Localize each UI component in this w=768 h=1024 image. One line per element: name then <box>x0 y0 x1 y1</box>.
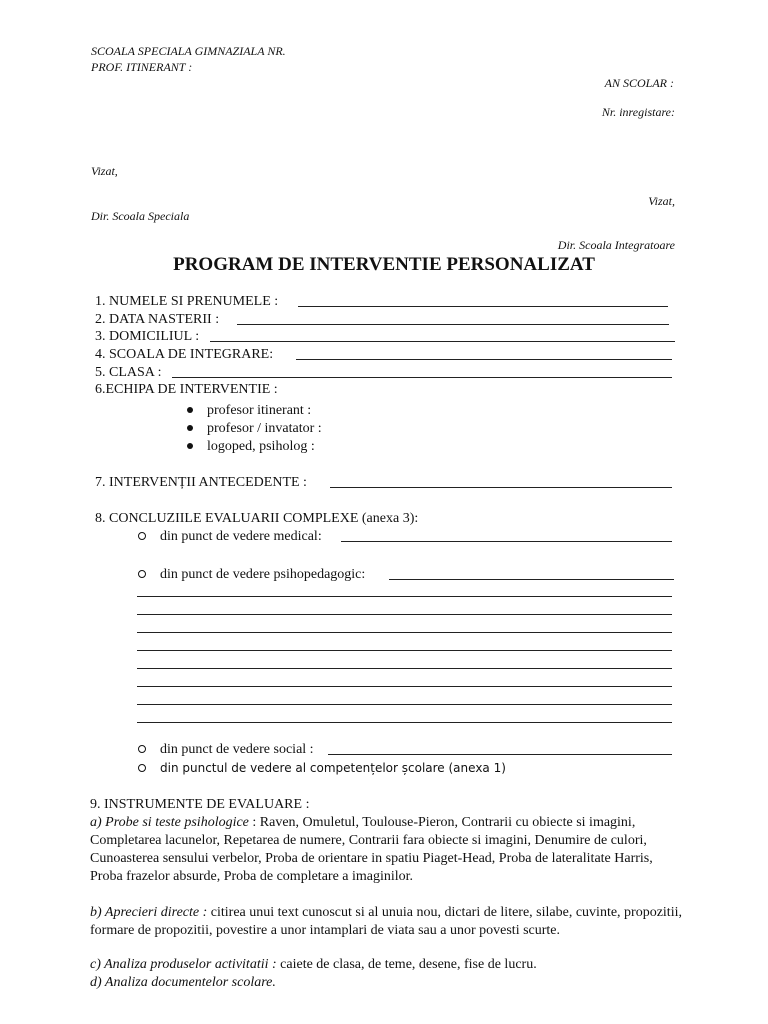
field-name-blank[interactable] <box>298 306 668 307</box>
medical-conclusion-label: din punct de vedere medical: <box>138 528 322 546</box>
section8-heading: 8. CONCLUZIILE EVALUARII COMPLEXE (anexa 3): <box>95 511 419 526</box>
circle-bullet-icon <box>138 532 146 540</box>
field-school-blank[interactable] <box>296 359 672 360</box>
team-member-item: logoped, psiholog : <box>187 438 315 456</box>
psycho-conclusion-line[interactable] <box>137 632 672 633</box>
field-school-label: 4. SCOALA DE INTEGRARE: <box>95 347 274 362</box>
bullet-icon <box>187 443 193 449</box>
special-school-director-label: Dir. Scoala Speciala <box>91 209 190 223</box>
psycho-conclusion-line[interactable] <box>137 596 672 597</box>
team-member-item: profesor / invatator : <box>187 420 322 438</box>
section9-heading: 9. INSTRUMENTE DE EVALUARE : <box>90 797 310 812</box>
section9-c-label: c) Analiza produselor activitatii : <box>90 957 277 972</box>
field-birth-date-label: 2. DATA NASTERII : <box>95 312 220 327</box>
psycho-conclusion-label: din punct de vedere psihopedagogic: <box>138 566 365 584</box>
circle-bullet-icon <box>138 745 146 753</box>
school-year-label: AN SCOLAR : <box>604 76 674 90</box>
section9-b-text: citirea unui text cunoscut si al unuia nou, dictari de litere, silabe, cuvinte, propozitii, formare de propozitii, povestire a unor intamplari de viata sau a unor povesti scurte. <box>90 905 682 938</box>
psycho-conclusion-line[interactable] <box>137 614 672 615</box>
field-team-label: 6.ECHIPA DE INTERVENTIE : <box>95 382 278 397</box>
field-address-blank[interactable] <box>210 341 675 342</box>
section9-b-label: b) Aprecieri directe : <box>90 905 208 920</box>
social-conclusion-label: din punct de vedere social : <box>138 741 314 759</box>
school-name: SCOALA SPECIALA GIMNAZIALA NR. <box>91 44 286 58</box>
section9-paragraph-d <box>90 974 688 992</box>
bullet-icon <box>187 407 193 413</box>
section9-paragraph-b <box>90 904 688 940</box>
approved-left-label: Vizat, <box>91 164 118 178</box>
circle-bullet-icon <box>138 764 146 772</box>
section9-paragraph-a <box>90 814 688 886</box>
bullet-icon <box>187 425 193 431</box>
field-address-label: 3. DOMICILIUL : <box>95 329 200 344</box>
section9-a-text: : Raven, Omuletul, Toulouse-Pieron, Contrarii cu obiecte si imagini, Completarea lacunelor, Repetarea de numere, Contrarii fara obiecte si imagini, Denumire de culori, Cunoasterea sensului verbelor, Proba de orientare in spatiu Piaget-Head, Proba de lateralitate Harris, Proba frazelor absurde, Proba de completare a imaginilor. <box>90 815 653 884</box>
psycho-conclusion-blank[interactable] <box>389 579 674 580</box>
psycho-conclusion-line[interactable] <box>137 650 672 651</box>
psycho-conclusion-line[interactable] <box>137 722 672 723</box>
section9-c-text: caiete de clasa, de teme, desene, fise de lucru. <box>276 957 537 972</box>
itinerant-teacher-label: PROF. ITINERANT : <box>91 60 193 74</box>
team-member-item: profesor itinerant : <box>187 402 311 420</box>
field-name-label: 1. NUMELE SI PRENUMELE : <box>95 294 279 309</box>
field-class-blank[interactable] <box>172 377 672 378</box>
document-title: PROGRAM DE INTERVENTIE PERSONALIZAT <box>173 254 595 275</box>
psycho-conclusion-line[interactable] <box>137 686 672 687</box>
circle-bullet-icon <box>138 570 146 578</box>
approved-right-label: Vizat, <box>648 194 675 208</box>
section9-a-label: a) Probe si teste psihologice <box>90 815 249 830</box>
section9-d-label: d) Analiza documentelor scolare. <box>90 975 276 990</box>
competences-conclusion-label: din punctul de vedere al competențelor școlare (anexa 1) <box>138 759 506 778</box>
field-class-label: 5. CLASA : <box>95 365 162 380</box>
psycho-conclusion-line[interactable] <box>137 668 672 669</box>
psycho-conclusion-line[interactable] <box>137 704 672 705</box>
field-birth-date-blank[interactable] <box>237 324 669 325</box>
section7-blank[interactable] <box>330 487 672 488</box>
integrating-school-director-label: Dir. Scoala Integratoare <box>557 238 675 252</box>
section9-paragraph-c <box>90 956 688 974</box>
medical-conclusion-blank[interactable] <box>341 541 672 542</box>
social-conclusion-blank[interactable] <box>328 754 672 755</box>
registration-number-label: Nr. inregistare: <box>601 105 675 119</box>
section7-label: 7. INTERVENȚII ANTECEDENTE : <box>95 475 307 490</box>
